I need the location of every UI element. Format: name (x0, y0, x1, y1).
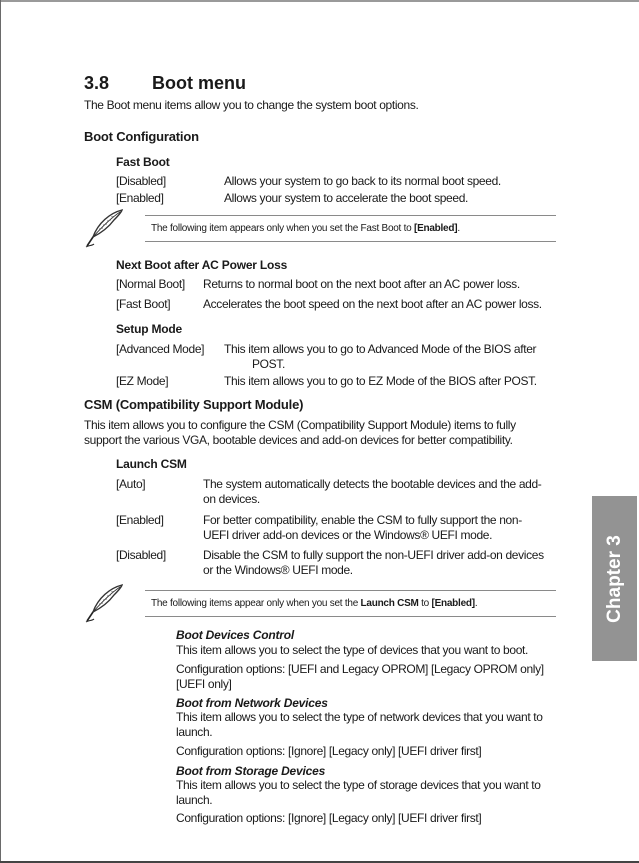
note-top-rule (145, 590, 556, 591)
boot-devices-control-config: [UEFI only] (176, 677, 232, 691)
fast-boot-option-label: [Enabled] (116, 191, 164, 205)
chapter-label: Chapter 3 (603, 534, 625, 623)
launch-csm-option-desc: or the Windows® UEFI mode. (203, 563, 353, 577)
setup-mode-option-desc: POST. (252, 357, 285, 371)
setup-mode-title: Setup Mode (116, 322, 182, 336)
feather-pen-icon (84, 207, 126, 249)
fast-boot-title: Fast Boot (116, 155, 170, 169)
section-number: 3.8 (84, 73, 110, 93)
fast-boot-option-desc: Allows your system to accelerate the boot speed. (224, 191, 469, 205)
page-left-edge (0, 0, 1, 863)
boot-devices-control-config: Configuration options: [UEFI and Legacy OPROM] [Legacy OPROM only] (176, 662, 544, 676)
next-boot-title: Next Boot after AC Power Loss (116, 258, 288, 272)
note-text: The following items appear only when you set the Launch CSM to [Enabled]. (151, 598, 478, 609)
next-boot-option-desc: Accelerates the boot speed on the next boot after an AC power loss. (203, 297, 542, 311)
boot-from-storage-config: Configuration options: [Ignore] [Legacy only] [UEFI driver first] (176, 811, 482, 825)
note-bottom-rule (145, 616, 556, 617)
csm-intro: support the various VGA, bootable devices and add-on devices for better compatibility. (84, 433, 513, 447)
boot-from-storage-desc: launch. (176, 793, 213, 807)
chapter-side-tab (592, 496, 637, 661)
note-top-rule (145, 215, 556, 216)
feather-pen-icon (84, 582, 126, 624)
boot-from-storage-title: Boot from Storage Devices (176, 764, 326, 778)
launch-csm-title: Launch CSM (116, 457, 187, 471)
launch-csm-option-desc: Disable the CSM to fully support the non-UEFI driver add-on devices (203, 548, 544, 562)
fast-boot-option-label: [Disabled] (116, 174, 166, 188)
boot-from-network-desc: This item allows you to select the type of network devices that you want to (176, 710, 543, 724)
next-boot-option-label: [Normal Boot] (116, 277, 185, 291)
launch-csm-option-label: [Auto] (116, 477, 146, 491)
boot-from-network-config: Configuration options: [Ignore] [Legacy only] [UEFI driver first] (176, 744, 482, 758)
setup-mode-option-label: [Advanced Mode] (116, 342, 205, 356)
fast-boot-option-desc: Allows your system to go back to its normal boot speed. (224, 174, 501, 188)
setup-mode-option-desc: This item allows you to go to EZ Mode of the BIOS after POST. (224, 374, 537, 388)
boot-configuration-heading: Boot Configuration (84, 129, 199, 144)
boot-from-network-title: Boot from Network Devices (176, 696, 328, 710)
page-top-edge (0, 0, 639, 2)
next-boot-option-desc: Returns to normal boot on the next boot after an AC power loss. (203, 277, 520, 291)
section-intro: The Boot menu items allow you to change the system boot options. (84, 98, 419, 112)
boot-from-storage-desc: This item allows you to select the type of storage devices that you want to (176, 778, 541, 792)
launch-csm-option-desc: UEFI driver add-on devices or the Windows® UEFI mode. (203, 528, 493, 542)
csm-intro: This item allows you to configure the CSM (Compatibility Support Module) items to fully (84, 418, 516, 432)
launch-csm-option-desc: The system automatically detects the bootable devices and the add- (203, 477, 542, 491)
launch-csm-option-label: [Enabled] (116, 513, 164, 527)
boot-devices-control-title: Boot Devices Control (176, 628, 295, 642)
next-boot-option-label: [Fast Boot] (116, 297, 171, 311)
boot-from-network-desc: launch. (176, 725, 213, 739)
note-text: The following item appears only when you set the Fast Boot to [Enabled]. (151, 223, 460, 234)
launch-csm-option-label: [Disabled] (116, 548, 166, 562)
launch-csm-option-desc: For better compatibility, enable the CSM to fully support the non- (203, 513, 522, 527)
csm-heading: CSM (Compatibility Support Module) (84, 397, 304, 412)
launch-csm-option-desc: on devices. (203, 492, 260, 506)
setup-mode-option-label: [EZ Mode] (116, 374, 169, 388)
setup-mode-option-desc: This item allows you to go to Advanced Mode of the BIOS after (224, 342, 537, 356)
note-bottom-rule (145, 241, 556, 242)
boot-devices-control-desc: This item allows you to select the type of devices that you want to boot. (176, 643, 528, 657)
section-title: Boot menu (152, 73, 246, 93)
